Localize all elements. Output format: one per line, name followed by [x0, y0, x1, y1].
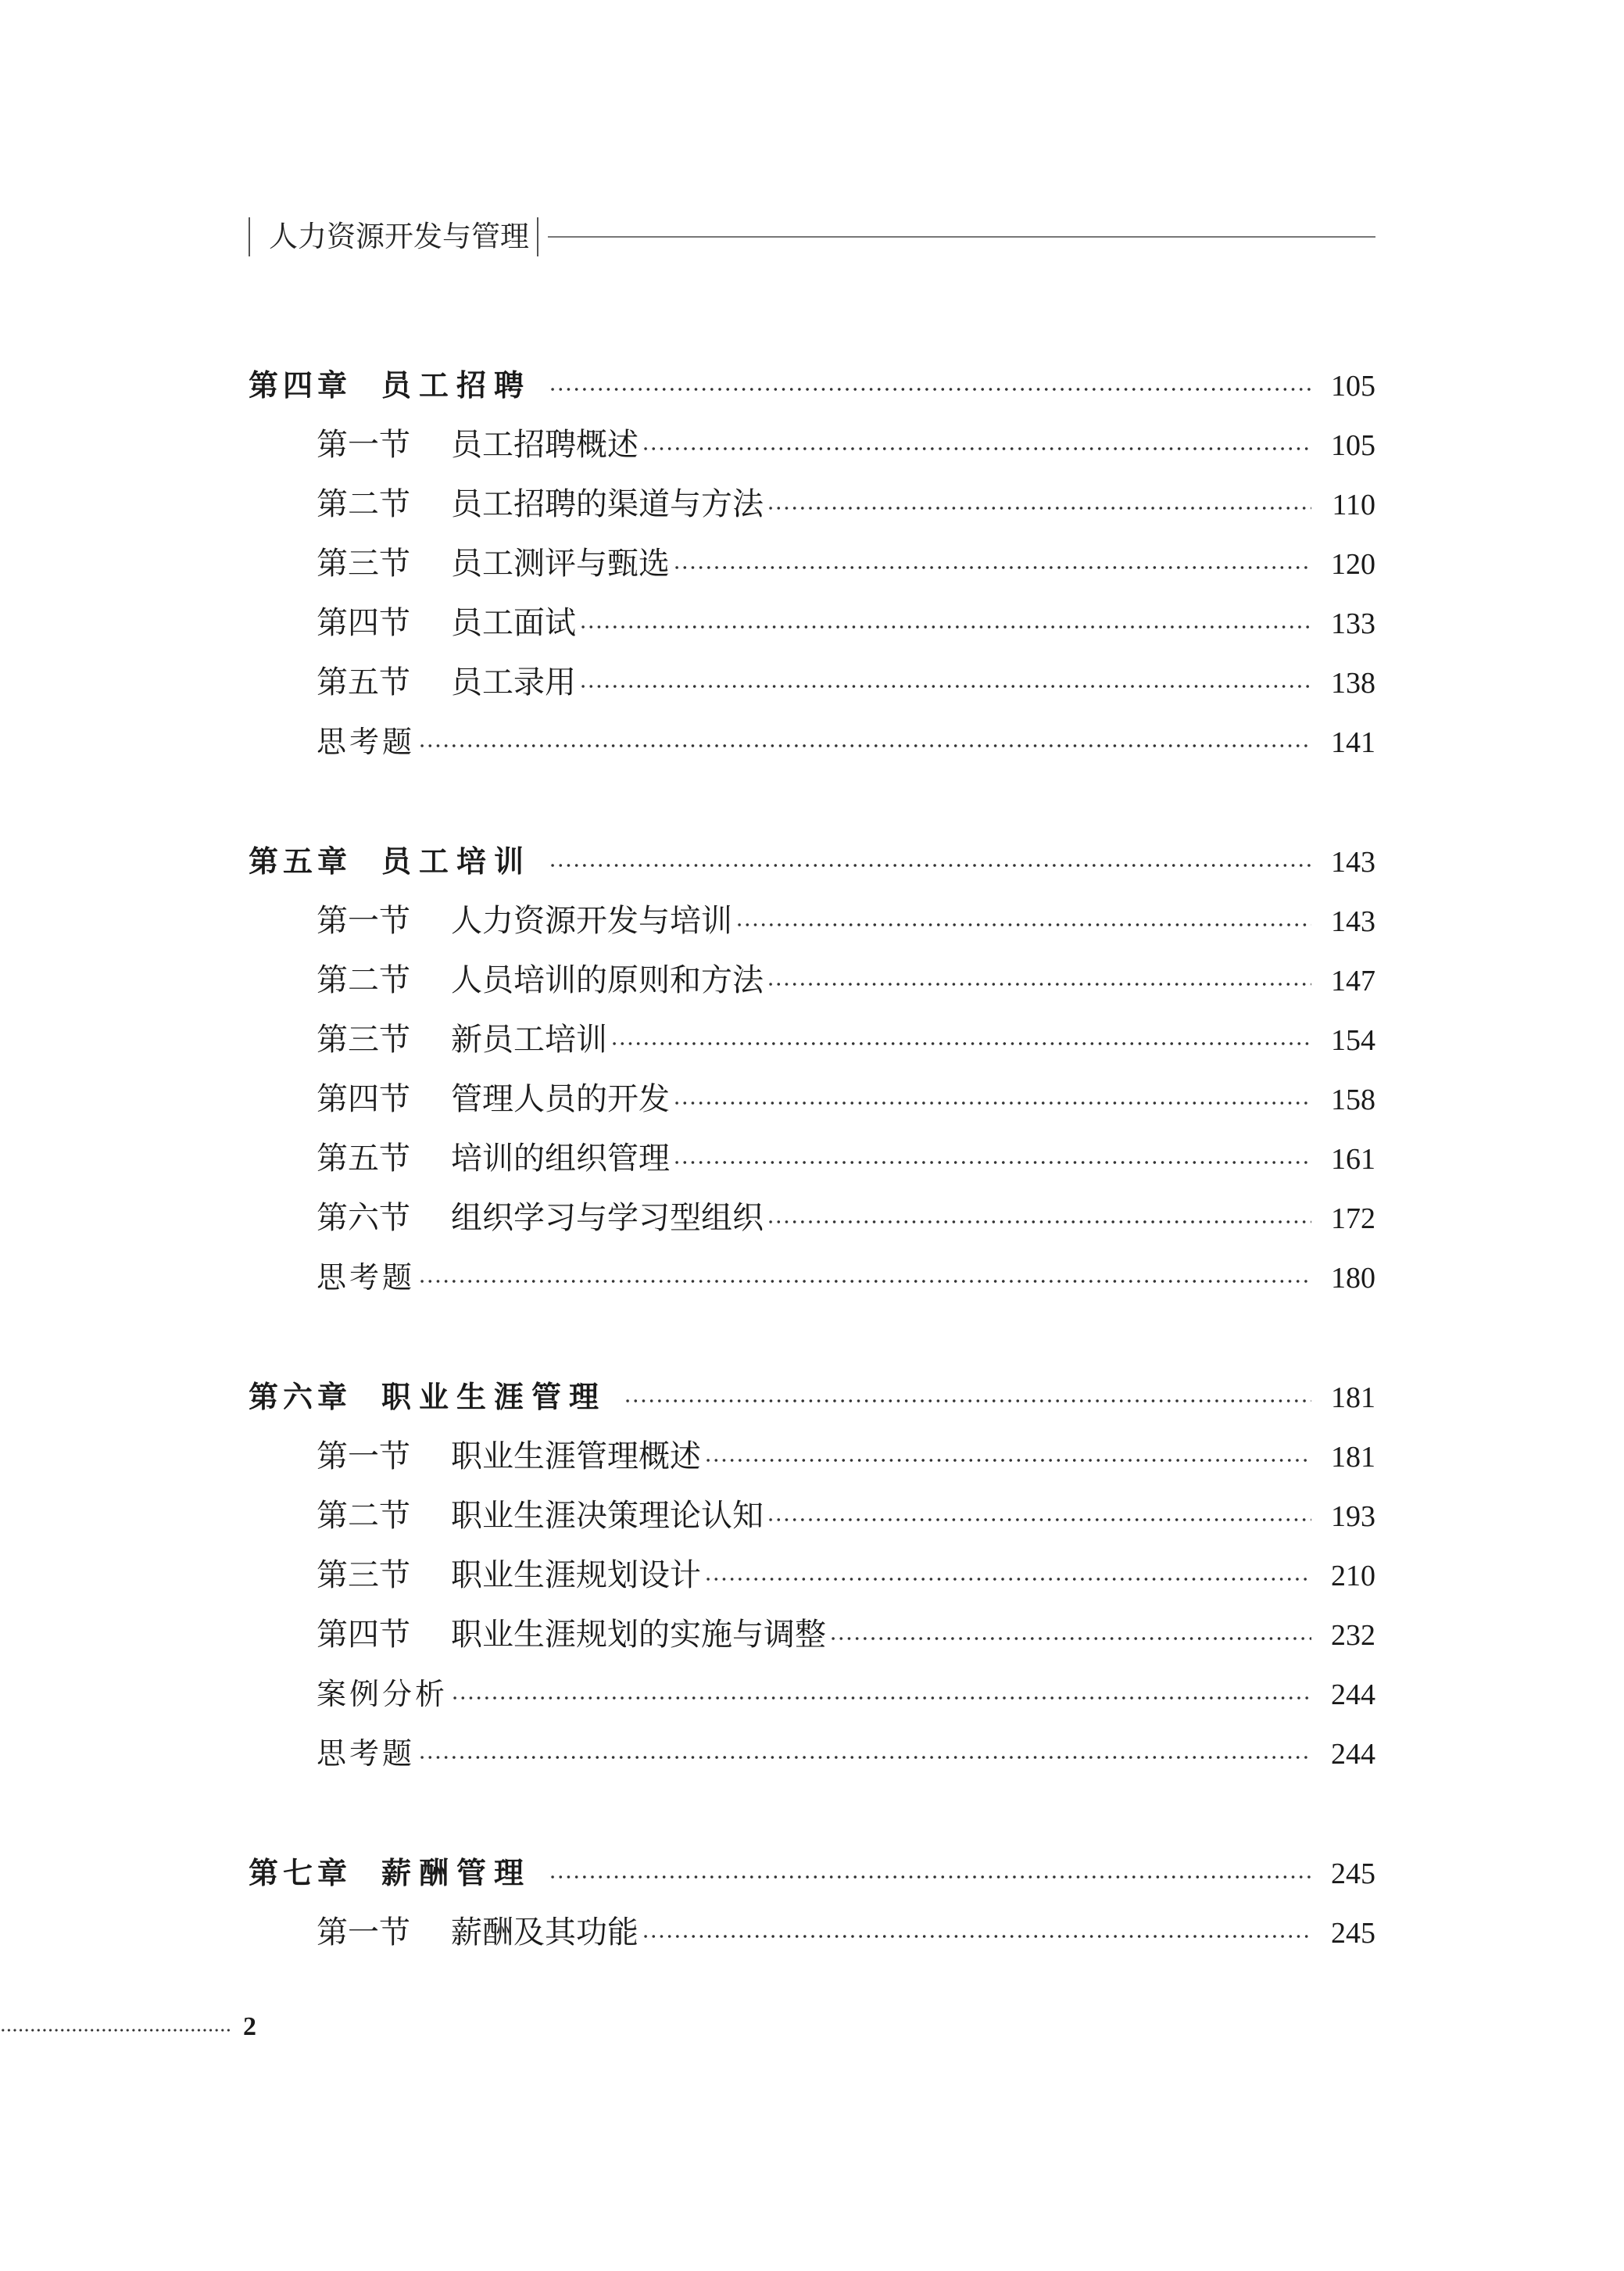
section-page-number: 244 — [1331, 1678, 1375, 1711]
section-label: 第一节 — [317, 1438, 410, 1474]
chapter-page-number: 245 — [1331, 1857, 1375, 1890]
section-page-number: 245 — [1331, 1917, 1375, 1950]
section-title: 员工面试 — [451, 605, 576, 641]
section-entry — [249, 1129, 1375, 1188]
section-label: 第二节 — [317, 1498, 410, 1534]
section-entry — [249, 593, 1375, 653]
page-number: 2 — [243, 2012, 256, 2041]
section-label: 第三节 — [317, 1022, 410, 1058]
section-page-number: 147 — [1331, 965, 1375, 998]
dot-leader — [451, 1696, 1311, 1700]
section-page-number: 110 — [1332, 489, 1375, 521]
section-label: 第一节 — [317, 1915, 410, 1950]
toc-extra-entry — [249, 1248, 1375, 1307]
dot-leader — [549, 1875, 1311, 1879]
section-entry — [249, 1605, 1375, 1664]
dot-leader — [767, 1518, 1311, 1521]
chapter-block — [249, 1843, 1375, 1962]
chapter-title: 薪酬管理 — [381, 1856, 532, 1890]
footer-dot-leader — [0, 2029, 231, 2032]
section-page-number: 172 — [1331, 1202, 1375, 1235]
section-entry — [249, 1427, 1375, 1486]
section-page-number: 133 — [1331, 607, 1375, 640]
section-page-number: 180 — [1331, 1262, 1375, 1295]
section-title: 员工招聘概述 — [451, 427, 639, 463]
section-title: 思考题 — [317, 725, 416, 759]
section-title: 培训的组织管理 — [451, 1141, 670, 1177]
chapter-page-number: 181 — [1331, 1381, 1375, 1414]
section-page-number: 210 — [1331, 1560, 1375, 1592]
dot-leader — [642, 447, 1311, 450]
section-label: 第一节 — [317, 903, 410, 939]
section-label: 第一节 — [317, 427, 410, 463]
book-title: 人力资源开发与管理 — [269, 220, 529, 253]
page-footer — [0, 2011, 281, 2043]
section-title: 思考题 — [317, 1736, 416, 1771]
dot-leader — [549, 864, 1311, 867]
section-entry — [249, 653, 1375, 712]
section-title: 新员工培训 — [451, 1022, 607, 1058]
section-page-number: 232 — [1331, 1619, 1375, 1652]
section-title: 职业生涯决策理论认知 — [451, 1498, 764, 1534]
section-title: 人力资源开发与培训 — [451, 903, 732, 939]
section-title: 员工测评与甄选 — [451, 546, 670, 582]
dot-leader — [673, 1101, 1311, 1105]
section-entry — [249, 1010, 1375, 1069]
section-page-number: 143 — [1331, 905, 1375, 938]
section-title: 人员培训的原则和方法 — [451, 962, 764, 998]
section-page-number: 193 — [1331, 1500, 1375, 1533]
dot-leader — [624, 1399, 1311, 1402]
chapter-heading — [249, 1843, 1375, 1903]
section-label: 第三节 — [317, 1557, 410, 1593]
chapter-page-number: 143 — [1331, 846, 1375, 879]
section-title: 组织学习与学习型组织 — [451, 1200, 764, 1236]
section-title: 员工录用 — [451, 664, 576, 700]
chapter-block — [249, 356, 1375, 772]
dot-leader — [549, 388, 1311, 391]
chapter-block — [249, 832, 1375, 1307]
section-title: 员工招聘的渠道与方法 — [451, 486, 764, 522]
dot-leader — [735, 923, 1311, 926]
header-rule — [548, 236, 1375, 238]
chapter-title: 职业生涯管理 — [381, 1380, 607, 1414]
dot-leader — [579, 685, 1311, 688]
chapter-label: 第七章 — [249, 1856, 352, 1890]
chapter-block — [249, 1367, 1375, 1783]
section-label: 第四节 — [317, 1081, 410, 1117]
section-label: 第五节 — [317, 1141, 410, 1177]
toc-extra-entry — [249, 1664, 1375, 1724]
chapter-label: 第五章 — [249, 844, 352, 879]
header-divider-right — [537, 217, 538, 256]
dot-leader — [767, 983, 1311, 986]
dot-leader — [610, 1042, 1311, 1045]
dot-leader — [418, 1756, 1311, 1759]
section-title: 思考题 — [317, 1260, 416, 1295]
dot-leader — [673, 566, 1311, 569]
running-header — [249, 216, 1375, 258]
section-entry — [249, 415, 1375, 475]
section-entry — [249, 891, 1375, 951]
section-entry — [249, 1486, 1375, 1546]
dot-leader — [704, 1459, 1311, 1462]
section-page-number: 158 — [1331, 1084, 1375, 1116]
section-entry — [249, 1188, 1375, 1248]
section-label: 第五节 — [317, 664, 410, 700]
section-entry — [249, 534, 1375, 593]
dot-leader — [704, 1578, 1311, 1581]
section-title: 薪酬及其功能 — [451, 1915, 639, 1950]
dot-leader — [579, 625, 1311, 629]
section-title: 案例分析 — [317, 1677, 449, 1711]
chapter-heading — [249, 1367, 1375, 1427]
section-page-number: 105 — [1331, 429, 1375, 462]
dot-leader — [767, 507, 1311, 510]
section-label: 第三节 — [317, 546, 410, 582]
section-title: 管理人员的开发 — [451, 1081, 670, 1117]
toc-extra-entry — [249, 1724, 1375, 1783]
chapter-label: 第四章 — [249, 368, 352, 403]
chapter-title: 员工培训 — [381, 844, 532, 879]
section-title: 职业生涯管理概述 — [451, 1438, 701, 1474]
section-label: 第四节 — [317, 605, 410, 641]
section-label: 第四节 — [317, 1617, 410, 1653]
section-entry — [249, 1903, 1375, 1962]
chapter-heading — [249, 356, 1375, 415]
section-page-number: 244 — [1331, 1738, 1375, 1771]
section-entry — [249, 475, 1375, 534]
section-page-number: 138 — [1331, 667, 1375, 700]
dot-leader — [418, 744, 1311, 747]
section-page-number: 120 — [1331, 548, 1375, 581]
section-label: 第六节 — [317, 1200, 410, 1236]
dot-leader — [673, 1161, 1311, 1164]
toc-extra-entry — [249, 712, 1375, 772]
chapter-label: 第六章 — [249, 1380, 352, 1414]
dot-leader — [829, 1637, 1311, 1640]
dot-leader — [642, 1935, 1311, 1938]
header-divider-left — [249, 217, 250, 256]
section-page-number: 181 — [1331, 1441, 1375, 1474]
section-entry — [249, 1069, 1375, 1129]
section-label: 第二节 — [317, 486, 410, 522]
chapter-title: 员工招聘 — [381, 368, 532, 403]
table-of-contents — [249, 356, 1375, 2022]
dot-leader — [767, 1220, 1311, 1223]
section-label: 第二节 — [317, 962, 410, 998]
dot-leader — [418, 1280, 1311, 1283]
section-title: 职业生涯规划设计 — [451, 1557, 701, 1593]
section-page-number: 161 — [1331, 1143, 1375, 1176]
section-title: 职业生涯规划的实施与调整 — [451, 1617, 826, 1653]
chapter-heading — [249, 832, 1375, 891]
section-entry — [249, 1546, 1375, 1605]
section-page-number: 141 — [1331, 726, 1375, 759]
section-entry — [249, 951, 1375, 1010]
section-page-number: 154 — [1331, 1024, 1375, 1057]
chapter-page-number: 105 — [1331, 370, 1375, 403]
